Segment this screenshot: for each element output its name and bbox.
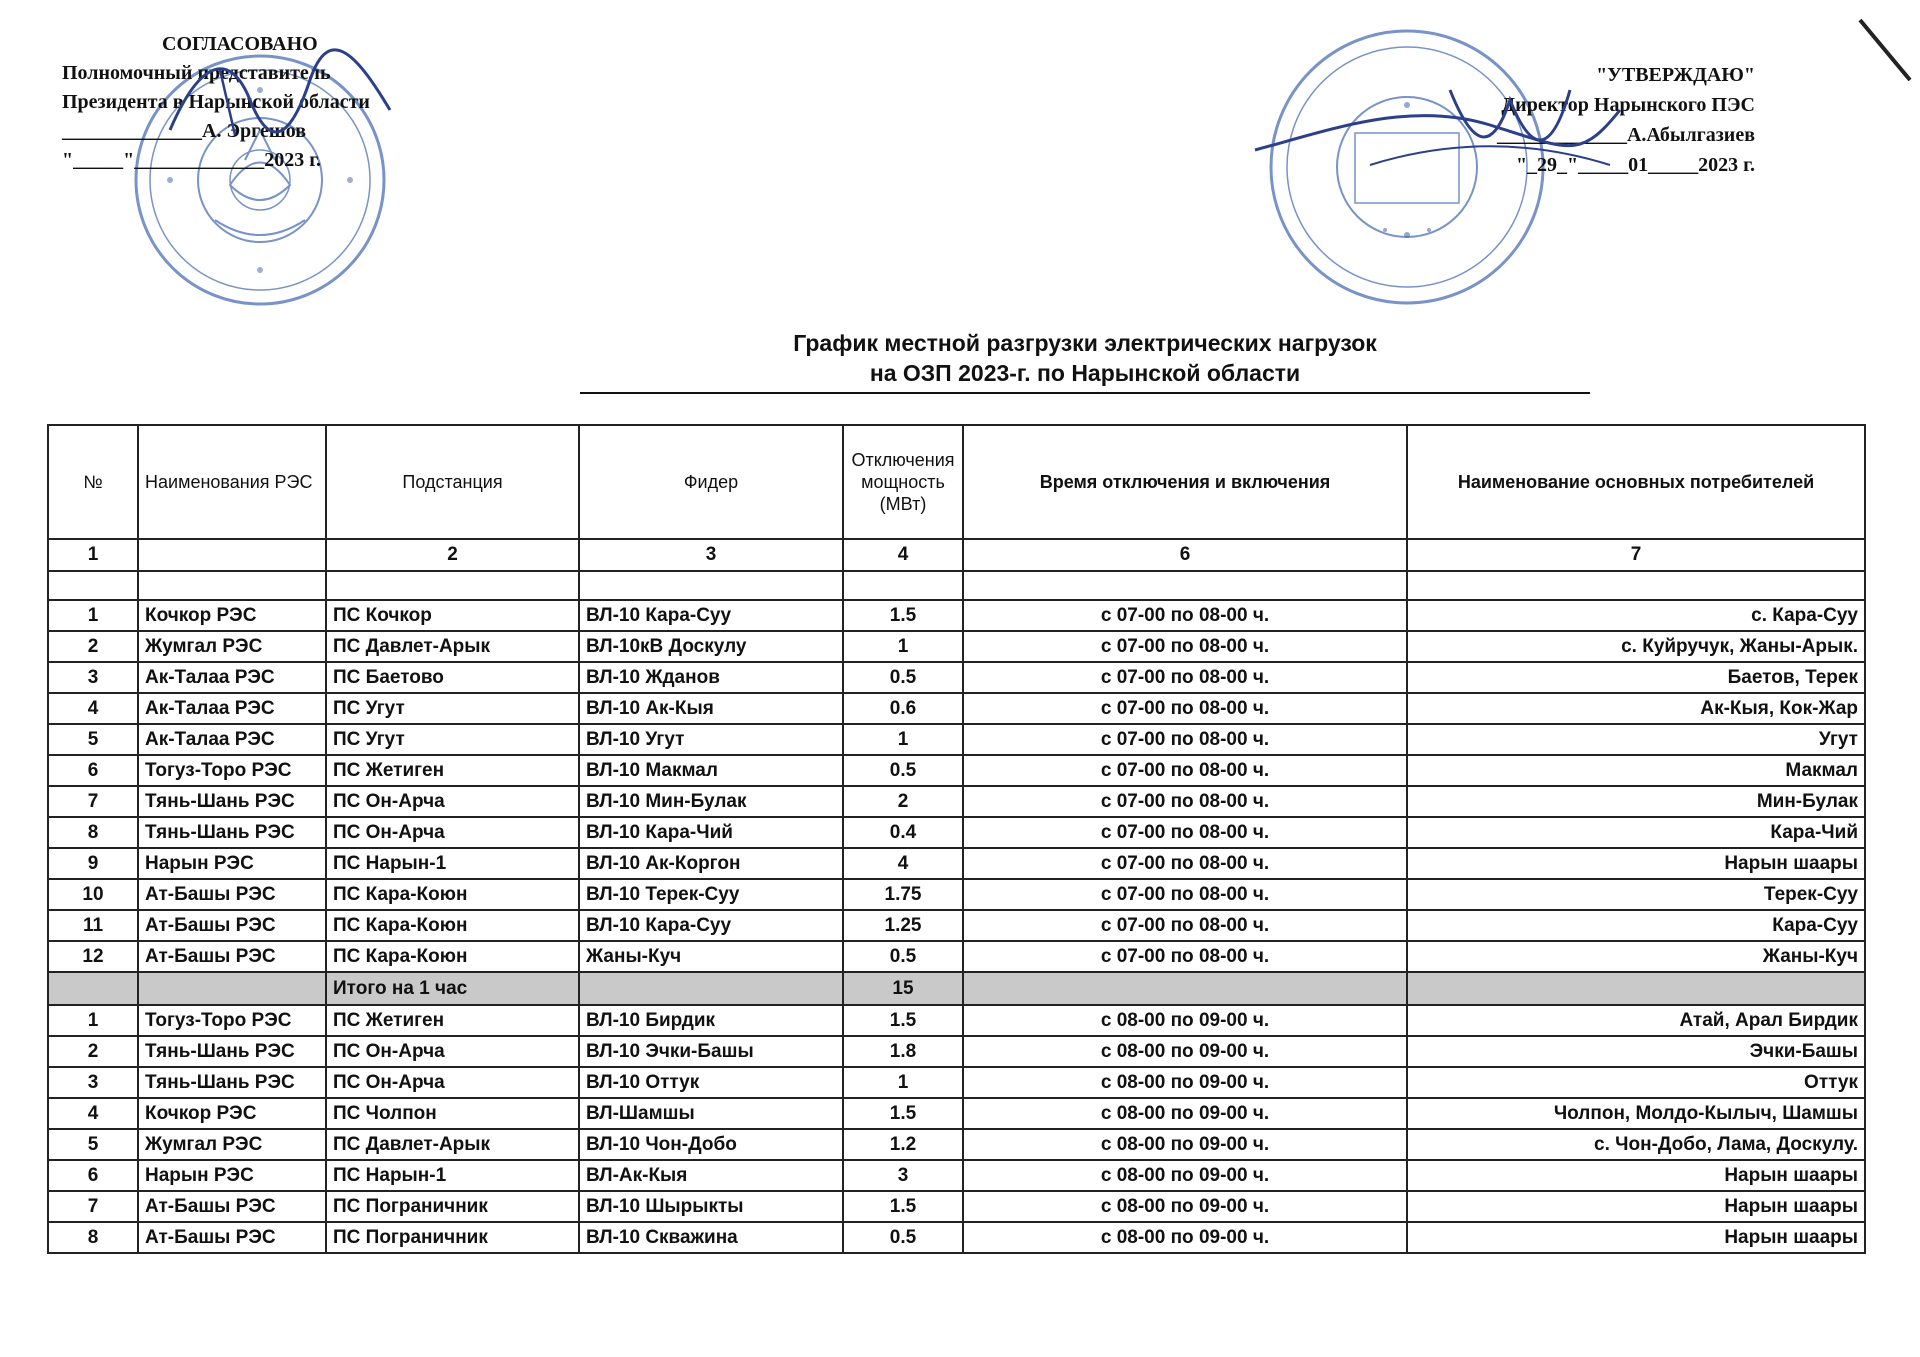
substation-name: ПС Давлет-Арык: [326, 631, 579, 662]
res-name: Ак-Талаа РЭС: [138, 662, 326, 693]
power-value: 0.6: [843, 693, 963, 724]
table-row: [48, 600, 1865, 631]
table-row: [48, 755, 1865, 786]
power-value: 1.5: [843, 1098, 963, 1129]
time-range: с 07-00 по 08-00 ч.: [963, 755, 1407, 786]
header-consumers: Наименование основных потребителей: [1407, 425, 1865, 539]
table-row: [48, 1222, 1865, 1253]
consumers: Нарын шаары: [1407, 848, 1865, 879]
row-number: 2: [48, 1036, 138, 1067]
feeder-name: ВЛ-10 Угут: [579, 724, 843, 755]
substation-name: ПС Кара-Коюн: [326, 910, 579, 941]
substation-name: ПС Он-Арча: [326, 1067, 579, 1098]
substation-name: ПС Он-Арча: [326, 817, 579, 848]
time-range: с 08-00 по 09-00 ч.: [963, 1191, 1407, 1222]
table-row: [48, 1129, 1865, 1160]
time-range: с 08-00 по 09-00 ч.: [963, 1222, 1407, 1253]
res-name: Ат-Башы РЭС: [138, 1191, 326, 1222]
time-range: с 08-00 по 09-00 ч.: [963, 1005, 1407, 1036]
time-range: с 07-00 по 08-00 ч.: [963, 662, 1407, 693]
feeder-name: ВЛ-10 Бирдик: [579, 1005, 843, 1036]
agreed-name-line: ______________А. Эргешов: [62, 120, 307, 142]
row-number: 3: [48, 1067, 138, 1098]
power-value: 0.5: [843, 941, 963, 972]
row-number: 5: [48, 724, 138, 755]
time-range: с 07-00 по 08-00 ч.: [963, 879, 1407, 910]
total-row: [48, 972, 1865, 1005]
power-value: 1.25: [843, 910, 963, 941]
res-name: Тогуз-Торо РЭС: [138, 755, 326, 786]
time-range: с 07-00 по 08-00 ч.: [963, 724, 1407, 755]
row-number: 7: [48, 1191, 138, 1222]
res-name: Ат-Башы РЭС: [138, 910, 326, 941]
column-number: 7: [1407, 539, 1865, 571]
title-underline: [580, 392, 1590, 394]
consumers: Угут: [1407, 724, 1865, 755]
power-value: 4: [843, 848, 963, 879]
approved-name-line: _____________А.Абылгазиев: [1496, 124, 1755, 146]
substation-name: ПС Кочкор: [326, 600, 579, 631]
substation-name: ПС Он-Арча: [326, 786, 579, 817]
res-name: Ат-Башы РЭС: [138, 1222, 326, 1253]
agreed-date-line: "_____"_____________2023 г.: [62, 149, 322, 171]
column-number: 3: [579, 539, 843, 571]
substation-name: ПС Жетиген: [326, 1005, 579, 1036]
time-range: с 07-00 по 08-00 ч.: [963, 910, 1407, 941]
time-range: с 07-00 по 08-00 ч.: [963, 693, 1407, 724]
substation-name: ПС Пограничник: [326, 1222, 579, 1253]
substation-name: ПС Кара-Коюн: [326, 879, 579, 910]
feeder-name: ВЛ-10 Оттук: [579, 1067, 843, 1098]
res-name: Тянь-Шань РЭС: [138, 1067, 326, 1098]
row-number: 1: [48, 1005, 138, 1036]
table-row: [48, 817, 1865, 848]
power-value: 0.5: [843, 662, 963, 693]
res-name: Ат-Башы РЭС: [138, 879, 326, 910]
consumers: Баетов, Терек: [1407, 662, 1865, 693]
time-range: с 08-00 по 09-00 ч.: [963, 1129, 1407, 1160]
time-range: с 07-00 по 08-00 ч.: [963, 941, 1407, 972]
table-row: [48, 1036, 1865, 1067]
total-value: 15: [843, 972, 963, 1005]
document-title: [580, 328, 1590, 388]
table-header-row: [48, 425, 1865, 539]
blank-row: [48, 571, 1865, 600]
feeder-name: ВЛ-10 Макмал: [579, 755, 843, 786]
approved-date-line: "_29_"_____01_____2023 г.: [1515, 154, 1755, 176]
time-range: с 08-00 по 09-00 ч.: [963, 1036, 1407, 1067]
table-row: [48, 693, 1865, 724]
consumers: Чолпон, Молдо-Кылыч, Шамшы: [1407, 1098, 1865, 1129]
feeder-name: ВЛ-10 Жданов: [579, 662, 843, 693]
power-value: 3: [843, 1160, 963, 1191]
row-number: 8: [48, 817, 138, 848]
power-value: 1: [843, 1067, 963, 1098]
header-substation: Подстанция: [326, 425, 579, 539]
consumers: Кара-Суу: [1407, 910, 1865, 941]
row-number: 10: [48, 879, 138, 910]
agreed-title: СОГЛАСОВАНО: [162, 33, 318, 55]
feeder-name: ВЛ-10 Ак-Коргон: [579, 848, 843, 879]
approved-line-1: Директор Нарынского ПЭС: [1501, 94, 1755, 116]
feeder-name: ВЛ-10 Мин-Булак: [579, 786, 843, 817]
power-value: 1: [843, 724, 963, 755]
power-value: 1.5: [843, 1191, 963, 1222]
column-number-empty: [138, 539, 326, 571]
consumers: Кара-Чий: [1407, 817, 1865, 848]
res-name: Жумгал РЭС: [138, 1129, 326, 1160]
feeder-name: Жаны-Куч: [579, 941, 843, 972]
header-time: Время отключения и включения: [963, 425, 1407, 539]
consumers: Атай, Арал Бирдик: [1407, 1005, 1865, 1036]
res-name: Ак-Талаа РЭС: [138, 724, 326, 755]
substation-name: ПС Жетиген: [326, 755, 579, 786]
substation-name: ПС Пограничник: [326, 1191, 579, 1222]
power-value: 2: [843, 786, 963, 817]
approved-block: [1315, 60, 1755, 180]
substation-name: ПС Баетово: [326, 662, 579, 693]
agreed-block: [62, 30, 532, 175]
feeder-name: ВЛ-10 Шырыкты: [579, 1191, 843, 1222]
feeder-name: ВЛ-10 Чон-Добо: [579, 1129, 843, 1160]
res-name: Тянь-Шань РЭС: [138, 817, 326, 848]
consumers: Оттук: [1407, 1067, 1865, 1098]
row-number: 5: [48, 1129, 138, 1160]
table-row: [48, 1067, 1865, 1098]
row-number: 8: [48, 1222, 138, 1253]
row-number: 11: [48, 910, 138, 941]
consumers: Ак-Кыя, Кок-Жар: [1407, 693, 1865, 724]
consumers: с. Куйручук, Жаны-Арык.: [1407, 631, 1865, 662]
table-row: [48, 724, 1865, 755]
consumers: Мин-Булак: [1407, 786, 1865, 817]
res-name: Ак-Талаа РЭС: [138, 693, 326, 724]
column-number-row: [48, 539, 1865, 571]
substation-name: ПС Угут: [326, 724, 579, 755]
time-range: с 07-00 по 08-00 ч.: [963, 786, 1407, 817]
agreed-line-2: Президента в Нарынской области: [62, 91, 370, 113]
consumers: Нарын шаары: [1407, 1160, 1865, 1191]
table-row: [48, 1005, 1865, 1036]
header-num: №: [48, 425, 138, 539]
feeder-name: ВЛ-Ак-Кыя: [579, 1160, 843, 1191]
document-title-line-2: на ОЗП 2023-г. по Нарынской области: [869, 360, 1301, 386]
power-value: 0.4: [843, 817, 963, 848]
power-value: 1.5: [843, 600, 963, 631]
consumers: с. Кара-Суу: [1407, 600, 1865, 631]
time-range: с 07-00 по 08-00 ч.: [963, 631, 1407, 662]
time-range: с 08-00 по 09-00 ч.: [963, 1098, 1407, 1129]
substation-name: ПС Нарын-1: [326, 848, 579, 879]
table-row: [48, 631, 1865, 662]
time-range: с 07-00 по 08-00 ч.: [963, 600, 1407, 631]
row-number: 1: [48, 600, 138, 631]
power-value: 1.5: [843, 1005, 963, 1036]
power-value: 0.5: [843, 755, 963, 786]
row-number: 4: [48, 1098, 138, 1129]
table-row: [48, 1191, 1865, 1222]
feeder-name: ВЛ-10кВ Доскулу: [579, 631, 843, 662]
header-res: Наименования РЭС: [138, 425, 326, 539]
schedule-table: [47, 424, 1866, 1254]
res-name: Тянь-Шань РЭС: [138, 1036, 326, 1067]
res-name: Кочкор РЭС: [138, 600, 326, 631]
header-power: Отключения мощность (МВт): [843, 425, 963, 539]
table-row: [48, 941, 1865, 972]
row-number: 3: [48, 662, 138, 693]
feeder-name: ВЛ-10 Эчки-Башы: [579, 1036, 843, 1067]
power-value: 1.8: [843, 1036, 963, 1067]
res-name: Кочкор РЭС: [138, 1098, 326, 1129]
column-number: 1: [48, 539, 138, 571]
table-row: [48, 910, 1865, 941]
table-row: [48, 848, 1865, 879]
approved-title: "УТВЕРЖДАЮ": [1596, 64, 1755, 86]
time-range: с 07-00 по 08-00 ч.: [963, 848, 1407, 879]
document-title-line-1: График местной разгрузки электрических нагрузок: [793, 330, 1377, 356]
res-name: Тогуз-Торо РЭС: [138, 1005, 326, 1036]
feeder-name: ВЛ-10 Кара-Суу: [579, 600, 843, 631]
substation-name: ПС Давлет-Арык: [326, 1129, 579, 1160]
substation-name: ПС Нарын-1: [326, 1160, 579, 1191]
feeder-name: ВЛ-10 Скважина: [579, 1222, 843, 1253]
substation-name: ПС Угут: [326, 693, 579, 724]
substation-name: ПС Кара-Коюн: [326, 941, 579, 972]
res-name: Нарын РЭС: [138, 848, 326, 879]
consumers: Нарын шаары: [1407, 1222, 1865, 1253]
power-value: 0.5: [843, 1222, 963, 1253]
res-name: Ат-Башы РЭС: [138, 941, 326, 972]
consumers: Макмал: [1407, 755, 1865, 786]
table-row: [48, 1098, 1865, 1129]
consumers: Терек-Суу: [1407, 879, 1865, 910]
consumers: Жаны-Куч: [1407, 941, 1865, 972]
substation-name: ПС Чолпон: [326, 1098, 579, 1129]
total-label: Итого на 1 час: [326, 972, 579, 1005]
consumers: с. Чон-Добо, Лама, Доскулу.: [1407, 1129, 1865, 1160]
power-value: 1.75: [843, 879, 963, 910]
agreed-line-1: Полномочный представитель: [62, 62, 331, 84]
column-number: 4: [843, 539, 963, 571]
res-name: Тянь-Шань РЭС: [138, 786, 326, 817]
feeder-name: ВЛ-10 Кара-Суу: [579, 910, 843, 941]
row-number: 12: [48, 941, 138, 972]
consumers: Эчки-Башы: [1407, 1036, 1865, 1067]
power-value: 1: [843, 631, 963, 662]
feeder-name: ВЛ-10 Кара-Чий: [579, 817, 843, 848]
row-number: 9: [48, 848, 138, 879]
table-row: [48, 879, 1865, 910]
power-value: 1.2: [843, 1129, 963, 1160]
table-row: [48, 662, 1865, 693]
res-name: Жумгал РЭС: [138, 631, 326, 662]
res-name: Нарын РЭС: [138, 1160, 326, 1191]
feeder-name: ВЛ-10 Ак-Кыя: [579, 693, 843, 724]
time-range: с 08-00 по 09-00 ч.: [963, 1160, 1407, 1191]
row-number: 4: [48, 693, 138, 724]
table-row: [48, 786, 1865, 817]
row-number: 7: [48, 786, 138, 817]
feeder-name: ВЛ-Шамшы: [579, 1098, 843, 1129]
time-range: с 08-00 по 09-00 ч.: [963, 1067, 1407, 1098]
substation-name: ПС Он-Арча: [326, 1036, 579, 1067]
header-feeder: Фидер: [579, 425, 843, 539]
row-number: 2: [48, 631, 138, 662]
time-range: с 07-00 по 08-00 ч.: [963, 817, 1407, 848]
feeder-name: ВЛ-10 Терек-Суу: [579, 879, 843, 910]
column-number: 6: [963, 539, 1407, 571]
row-number: 6: [48, 755, 138, 786]
row-number: 6: [48, 1160, 138, 1191]
corner-pen-mark-icon: [1855, 15, 1915, 85]
table-row: [48, 1160, 1865, 1191]
consumers: Нарын шаары: [1407, 1191, 1865, 1222]
column-number: 2: [326, 539, 579, 571]
